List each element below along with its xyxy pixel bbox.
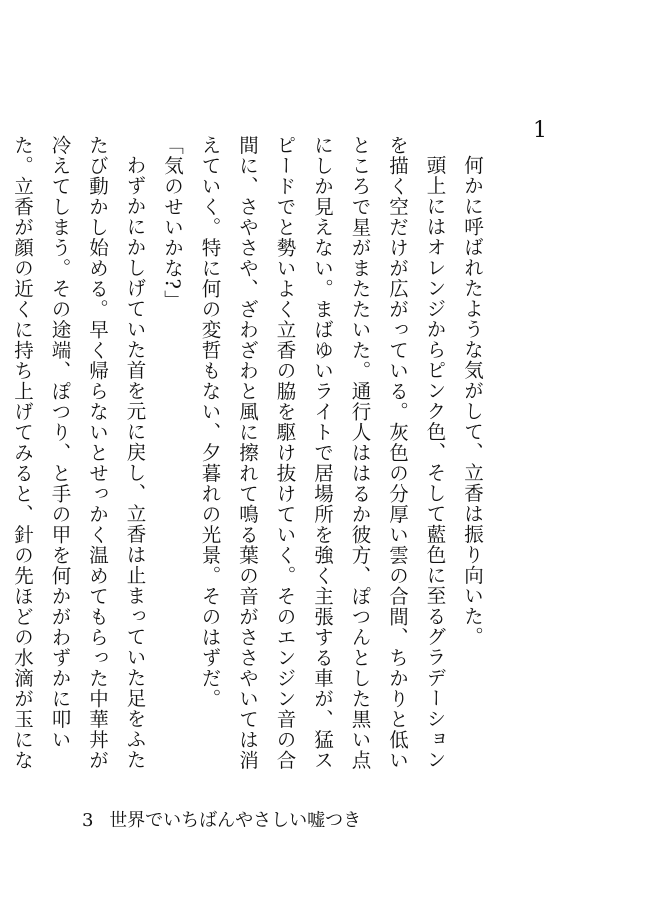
book-title: 世界でいちばんやさしい嘘つき (109, 810, 362, 831)
body-text (0, 135, 491, 775)
paragraph: わずかにかしげていた首を元に戻し、立香は止まっていた足をふたたび動かし始める。早く帰らないとせっかく温めてもらった中華丼が冷えてしまう。その途端、ぽつり、と手の甲を何かがわずかに叩いた。立香が顔の近くに持ち上げてみると、針の先ほどの水滴が玉にな (11, 135, 147, 771)
page-number: 3 (82, 810, 94, 831)
paragraph: 頭上にはオレンジからピンク色、そして藍色に至るグラデーションを描く空だけが広がっている。灰色の分厚い雲の合間、ちかりと低いところで星がまたたいた。通行人ははるか彼方、ぽつんとした黒い点にしか見えない。まばゆいライトで居場所を強く主張する車が、猛スピードでと勢いよく立香の脇を駆け抜けていく。そのエンジン音の合間に、さやさや、ざわざわと風に擦れて鳴る葉の音がささやいては消えていく。特に何の変哲もない、夕暮れの光景。そのはずだ。 (198, 135, 447, 771)
page-footer (82, 812, 361, 830)
dialogue-line: 「気のせいかな?」 (161, 135, 184, 311)
chapter-number: 1 (533, 118, 547, 143)
paragraph: 何かに呼ばれたような気がして、立香は振り向いた。 (461, 154, 484, 647)
